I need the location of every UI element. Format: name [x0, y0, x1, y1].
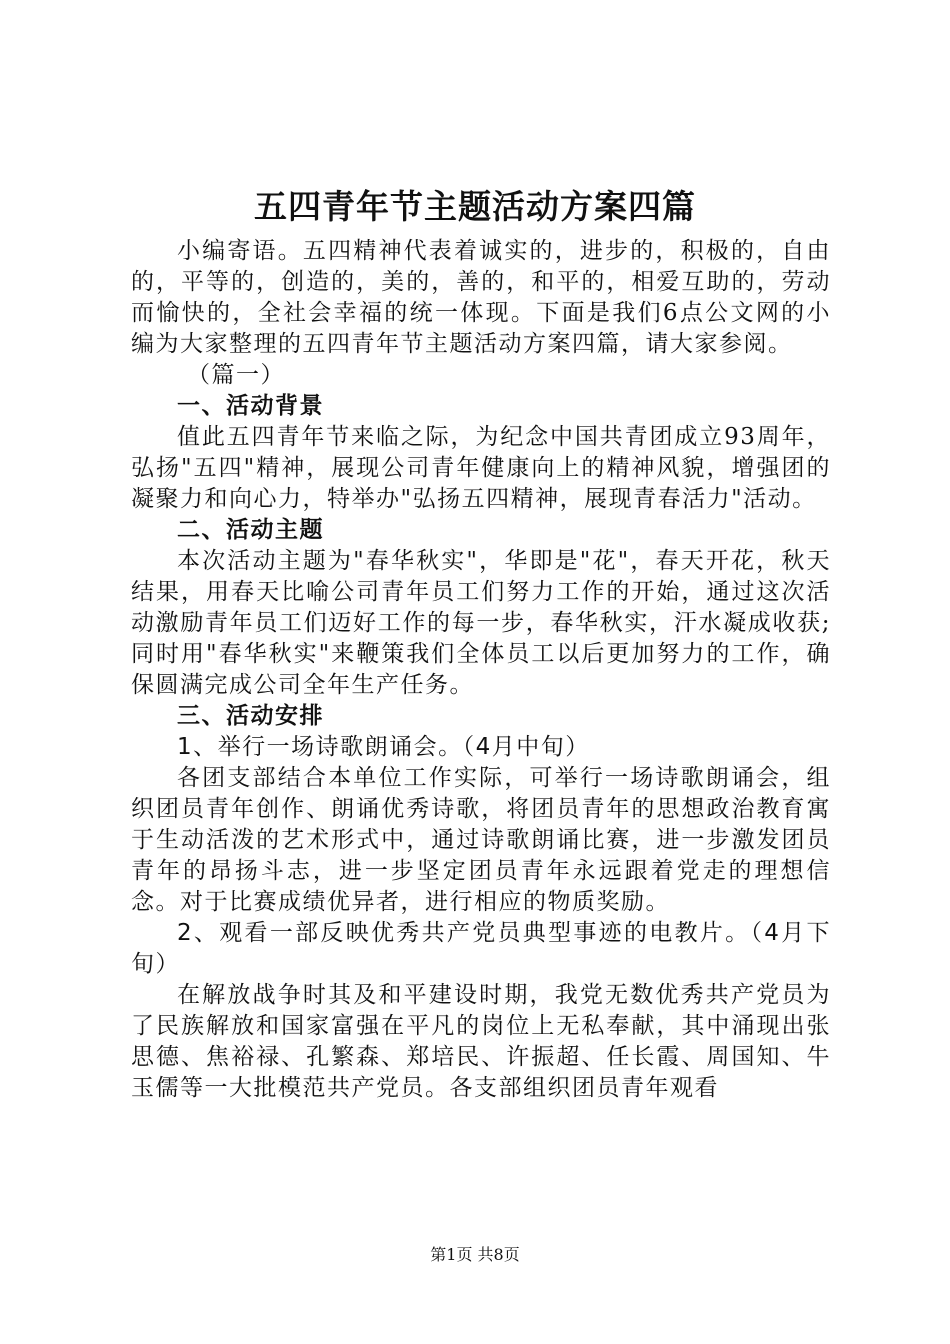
intro-paragraph: 小编寄语。五四精神代表着诚实的，进步的，积极的，自由的，平等的，创造的，美的，善的，和平的，相爱互助的，劳动而愉快的，全社会幸福的统一体现。下面是我们6点公文网的小编为大家整理的五四青年节主题活动方案四篇，请大家参阅。 — [131, 238, 831, 357]
document-body — [131, 236, 831, 1104]
item-text-poetry: 各团支部结合本单位工作实际，可举行一场诗歌朗诵会，组织团员青年创作、朗诵优秀诗歌，将团员青年的思想政治教育寓于生动活泼的艺术形式中，通过诗歌朗诵比赛，进一步激发团员青年的昂扬斗志，进一步坚定团员青年永远跟着党走的理想信念。对于比赛成绩优异者，进行相应的物质奖励。 — [131, 765, 831, 915]
page-footer: 第1页 共8页 — [430, 1245, 520, 1264]
document-title: 五四青年节主题活动方案四篇 — [254, 187, 696, 226]
section-text-theme: 本次活动主题为"春华秋实"，华即是"花"，春天开花，秋天结果，用春天比喻公司青年员工们努力工作的开始，通过这次活动激励青年员工们迈好工作的每一步，春华秋实，汗水凝成收获;同时用"春华秋实"来鞭策我们全体员工以后更加努力的工作，确保圆满完成公司全年生产任务。 — [131, 548, 831, 698]
section-heading-arrangement: 三、活动安排 — [177, 703, 324, 729]
section-heading-background: 一、活动背景 — [177, 393, 324, 419]
section-heading-theme: 二、活动主题 — [177, 517, 324, 543]
section-text-background: 值此五四青年节来临之际，为纪念中国共青团成立93周年，弘扬"五四"精神，展现公司青年健康向上的精神风貌，增强团的凝聚力和向心力，特举办"弘扬五四精神，展现青春活力"活动。 — [131, 424, 831, 512]
item-heading-film: 2、观看一部反映优秀共产党员典型事迹的电教片。（4月下旬） — [131, 920, 831, 977]
item-heading-poetry: 1、举行一场诗歌朗诵会。（4月中旬） — [177, 734, 590, 760]
item-text-film: 在解放战争时其及和平建设时期，我党无数优秀共产党员为了民族解放和国家富强在平凡的岗位上无私奉献，其中涌现出张思德、焦裕禄、孔繁森、郑培民、许振超、任长霞、周国知、牛玉儒等一大批模范共产党员。各支部组织团员青年观看 — [131, 982, 831, 1101]
part-label: （篇一） — [187, 362, 285, 388]
